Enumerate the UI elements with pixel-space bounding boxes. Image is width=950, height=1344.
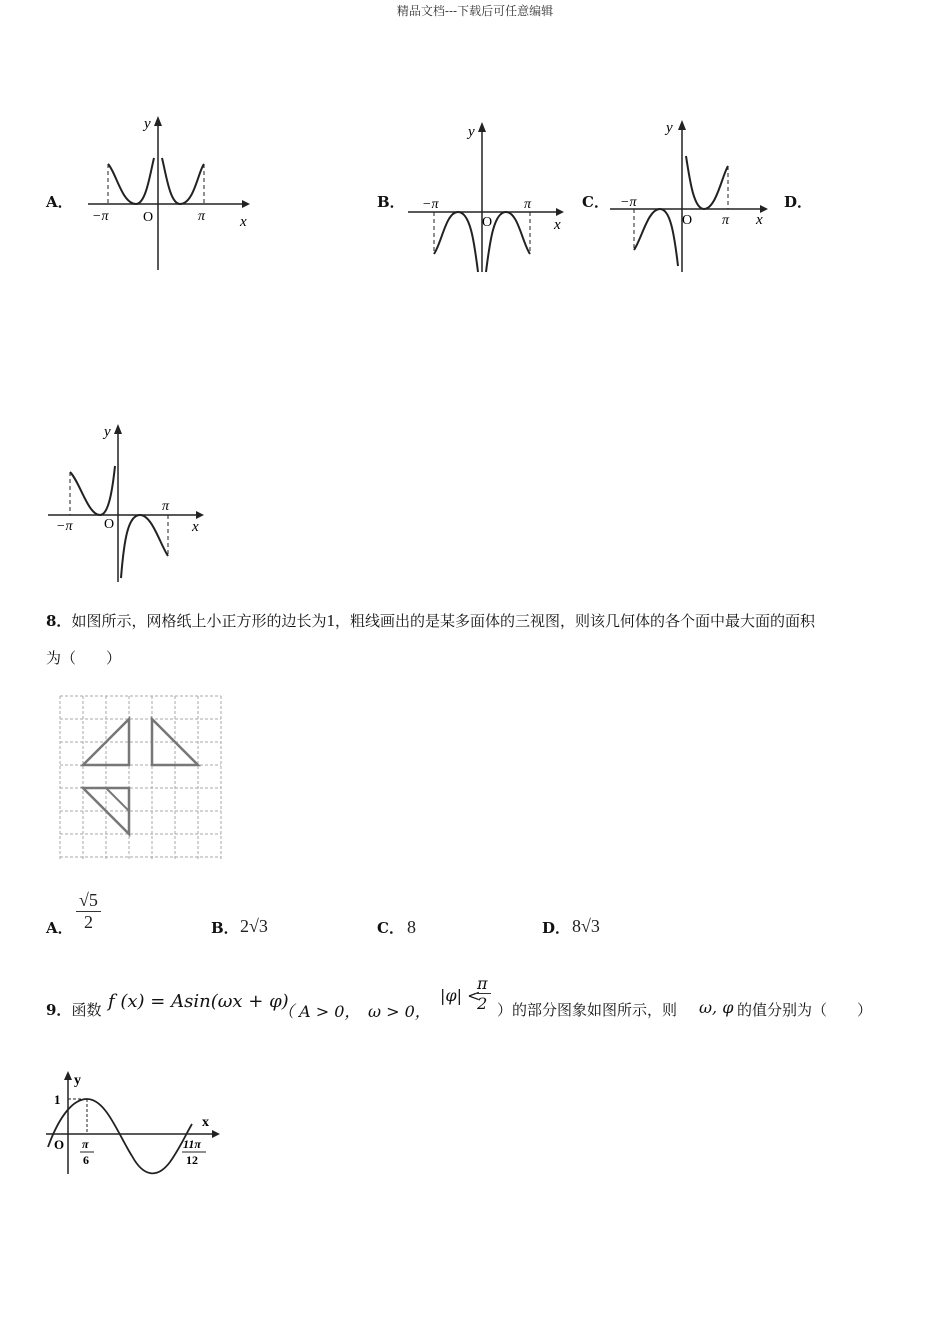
page-header: 精品文档---下载后可任意编辑 xyxy=(396,4,554,18)
neg-pi-label: −π xyxy=(422,197,439,212)
q8-option-a-den: 2 xyxy=(83,912,93,932)
tick2-den: 12 xyxy=(186,1153,198,1167)
tick1-den: 6 xyxy=(83,1153,89,1167)
top-view-inner-edge xyxy=(106,788,129,811)
q9-cond-phi-num: π xyxy=(474,974,491,994)
q8-stem-line2: 为（ ） xyxy=(46,649,122,667)
q9-suffix-b: 的值分别为（ ） xyxy=(737,1001,873,1019)
q9-suffix-a: ）的部分图象如图所示，则 xyxy=(497,1001,678,1019)
neg-pi-label: −π xyxy=(92,209,109,224)
curve-right xyxy=(162,158,204,204)
q7-graph-c xyxy=(604,112,784,277)
q8-stem xyxy=(46,610,926,632)
q9-function: f (x) = Asin(ωx + φ) xyxy=(108,991,289,1012)
q9-cond-omega: ω > 0， xyxy=(368,1002,431,1021)
pi-label: π xyxy=(198,209,206,224)
q8-edge-length: 1 xyxy=(326,611,335,630)
y-label: y xyxy=(74,1073,81,1088)
pi-label: π xyxy=(524,197,532,212)
q8-three-view-grid xyxy=(56,692,226,864)
q9-stem xyxy=(46,999,101,1021)
q8-option-b-value: 2√3 xyxy=(240,916,268,936)
y-label: y xyxy=(104,424,111,440)
curve-left xyxy=(434,212,478,272)
origin-label: O xyxy=(143,210,154,225)
x-label: x xyxy=(756,212,763,228)
curve-left xyxy=(108,158,154,204)
x-label: x xyxy=(202,1115,209,1130)
q9-prefix: 函数 xyxy=(71,1001,102,1019)
origin-label: O xyxy=(482,215,493,230)
q8-text-2: ，粗线画出的是某多面体的三视图，则该几何体的各个面中最大面的面积 xyxy=(334,612,815,630)
y-label: y xyxy=(666,120,673,136)
q8-option-a-label: A． xyxy=(46,919,73,937)
pi-label: π xyxy=(722,213,730,228)
x-axis-arrow xyxy=(196,511,204,519)
q7-option-b-label: B． xyxy=(377,193,405,211)
q8-text-1: 如图所示，网格纸上小正方形的边长为 xyxy=(71,612,327,630)
q7-option-c-label: C． xyxy=(582,193,609,211)
y-axis-arrow xyxy=(678,120,686,130)
y-axis-arrow xyxy=(114,424,122,434)
q8-option-c-label: C． xyxy=(377,919,404,937)
grid-lines xyxy=(60,696,221,860)
q9-vars: ω, φ xyxy=(699,998,734,1017)
q8-option-d-label: D． xyxy=(542,919,571,937)
curve-left xyxy=(70,466,115,515)
y-label: y xyxy=(144,116,151,132)
x-axis-arrow xyxy=(242,200,250,208)
curve-right xyxy=(121,515,168,578)
q7-graph-a xyxy=(80,112,280,277)
sine-curve xyxy=(48,1099,192,1173)
q7-option-d-label: D． xyxy=(784,193,813,211)
pi-label: π xyxy=(162,499,170,514)
q9-cond-phi-frac xyxy=(474,974,491,1013)
tick1-num: π xyxy=(82,1137,89,1151)
curve-right xyxy=(486,212,530,272)
q9-number: 9． xyxy=(46,1001,72,1019)
q8-option-a-num: √5 xyxy=(76,890,101,912)
q8-option-c-value: 8 xyxy=(407,917,416,937)
x-axis-arrow xyxy=(556,208,564,216)
neg-pi-label: −π xyxy=(620,195,637,210)
curve-left xyxy=(634,209,678,266)
q9-cond-phi-abs: |φ| < xyxy=(440,986,481,1005)
x-label: x xyxy=(192,519,199,535)
neg-pi-label: −π xyxy=(56,519,73,534)
q9-cond-phi-den: 2 xyxy=(477,994,488,1013)
q8-option-d-value: 8√3 xyxy=(572,916,600,936)
one-label: 1 xyxy=(54,1092,61,1107)
curve-right xyxy=(686,156,728,209)
y-axis-arrow xyxy=(478,122,486,132)
q7-graph-b xyxy=(400,112,580,277)
x-axis-arrow xyxy=(212,1130,220,1138)
q7-graph-d xyxy=(40,420,220,590)
q9-sine-graph xyxy=(40,1066,230,1184)
x-label: x xyxy=(240,214,247,230)
q9-cond-a: （ A > 0， xyxy=(278,1002,361,1021)
q8-number: 8． xyxy=(46,612,72,630)
origin-label: O xyxy=(54,1137,65,1152)
x-label: x xyxy=(554,217,561,233)
origin-label: O xyxy=(104,517,115,532)
q8-option-a-value xyxy=(76,890,101,933)
q7-option-a-label: A． xyxy=(46,193,73,211)
tick2-num: 11π xyxy=(183,1137,201,1151)
y-label: y xyxy=(468,124,475,140)
origin-label: O xyxy=(682,213,693,228)
y-axis-arrow xyxy=(64,1071,72,1080)
q8-option-b-label: B． xyxy=(211,919,239,937)
y-axis-arrow xyxy=(154,116,162,126)
